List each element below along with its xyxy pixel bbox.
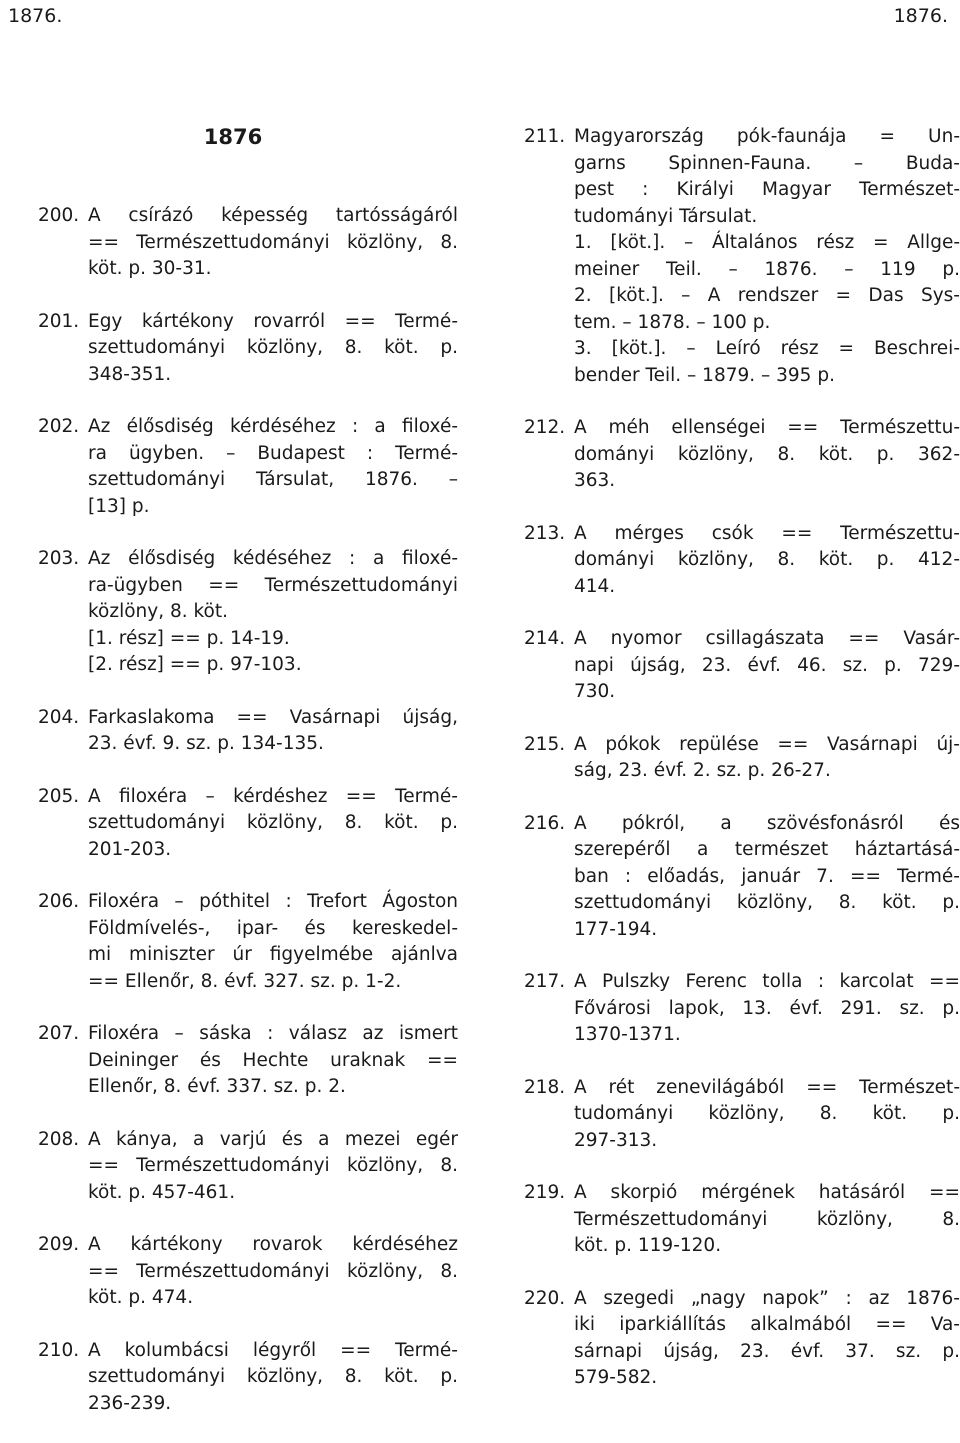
entry-line: A pókok repülése == Vasárnapi új- [574,733,960,755]
entry-line: szettudományi közlöny, 8. köt. p. [88,1366,458,1387]
right-column [524,124,960,1418]
bibliography-entry [38,705,458,758]
entry-number: 213. [524,522,566,544]
entry-text [88,784,458,864]
entry-number: 214. [524,628,566,649]
entry-number: 203. [38,548,80,569]
entry-line: dományi közlöny, 8. köt. p. 362- [574,443,960,465]
entry-line: Természettudományi közlöny, 8. [574,1208,960,1230]
entry-text [574,521,960,601]
entry-text [88,1232,458,1312]
entry-text [88,889,458,995]
entry-line: szettudományi közlöny, 8. köt. p. [88,812,458,833]
entry-number: 202. [38,416,80,437]
entry-line: köt. p. 30-31. [88,258,212,279]
entry-line: Deininger és Hechte uraknak == [88,1049,458,1071]
running-header-right: 1876. [893,5,948,27]
entry-line: 236-239. [88,1392,172,1414]
entry-text [88,546,458,679]
running-header-left: 1876. [8,5,63,27]
bibliography-entry [524,1180,960,1260]
entry-line: [1. rész] == p. 14-19. [88,627,290,649]
entry-text [574,969,960,1049]
entry-text [88,309,458,389]
entry-line: köt. p. 119-120. [574,1235,722,1256]
entry-line: A szegedi „nagy napok” : az 1876- [574,1287,960,1309]
bibliography-entry [524,1286,960,1392]
entry-number: 211. [524,126,566,147]
entry-line: A mérges csók == Természettu- [574,522,960,544]
entry-text [574,1180,960,1260]
entry-line: 1370-1371. [574,1024,681,1045]
entry-line: ra ügyben. – Budapest : Termé- [88,442,458,464]
entry-line: 23. évf. 9. sz. p. 134-135. [88,733,324,754]
entry-line: A rét zenevilágából == Természet- [574,1076,960,1098]
entry-line: Egy kártékony rovarról == Termé- [88,310,458,332]
entry-line: pest : Királyi Magyar Természet- [574,179,960,200]
entry-line: A Pulszky Ferenc tolla : karcolat == [574,971,960,992]
bibliography-entry [38,1232,458,1312]
entry-line: == Természettudományi közlöny, 8. [88,1260,458,1282]
entry-number: 212. [524,417,566,438]
entry-text [574,1286,960,1392]
entry-line: A kártékony rovarok kérdéséhez [88,1234,458,1255]
entry-number: 205. [38,785,80,807]
entry-line: 1. [köt.]. – Általános rész = Allge- [574,232,960,253]
entry-line: köt. p. 474. [88,1287,194,1308]
bibliography-entry [38,1021,458,1101]
entry-line: ra-ügyben == Természettudományi [88,574,458,596]
entry-line: A pókról, a szövésfonásról és [574,812,960,834]
entry-number: 210. [38,1339,80,1361]
entry-line: bender Teil. – 1879. – 395 p. [574,364,835,386]
entry-line: 2. [köt.]. – A rendszer = Das Sys- [574,285,960,306]
entry-line: 730. [574,681,616,702]
entry-line: szettudományi közlöny, 8. köt. p. [574,892,960,913]
entry-number: 218. [524,1076,566,1098]
entry-line: A kánya, a varjú és a mezei egér [88,1128,458,1150]
entry-number: 206. [38,891,80,912]
entry-line: dományi közlöny, 8. köt. p. 412- [574,549,960,570]
entry-line: A csírázó képesség tartósságáról [88,205,458,226]
section-year-heading: 1876 [203,125,263,149]
bibliography-entry [38,889,458,995]
entry-line: Földmívelés-, ipar- és kereskedel- [88,917,458,939]
entry-number: 201. [38,310,80,332]
bibliography-entry [524,969,960,1049]
entry-line: 297-313. [574,1129,658,1151]
entry-line: A filoxéra – kérdéshez == Termé- [88,785,458,807]
entry-line: napi újság, 23. évf. 46. sz. p. 729- [574,654,960,676]
entry-number: 217. [524,971,566,992]
entry-number: 204. [38,706,80,728]
entry-line: Az élősdiség kérdéséhez : a filoxé- [88,416,458,437]
bibliography-entry [524,811,960,944]
entry-line: meiner Teil. – 1876. – 119 p. [574,258,960,280]
entry-number: 208. [38,1128,80,1150]
entry-line: szettudományi Társulat, 1876. – [88,469,458,490]
entry-line: A kolumbácsi légyről == Termé- [88,1339,458,1361]
bibliography-entry [524,732,960,785]
entry-line: Magyarország pók-faunája = Un- [574,126,960,147]
bibliography-entry [524,1075,960,1155]
entry-text [574,811,960,944]
entry-line: Fővárosi lapok, 13. évf. 291. sz. p. [574,997,960,1019]
entry-line: ban : előadás, január 7. == Termé- [574,865,960,887]
entry-line: szettudományi közlöny, 8. köt. p. [88,337,458,358]
entry-number: 219. [524,1182,566,1203]
entry-line: 363. [574,470,616,491]
left-column [38,203,458,1443]
entry-line: [13] p. [88,495,150,517]
entry-line: Filoxéra – póthitel : Trefort Ágoston [88,891,458,912]
entry-line: Az élősdiség kédéséhez : a filoxé- [88,548,458,569]
entry-number: 220. [524,1287,566,1309]
bibliography-entry [38,203,458,283]
entry-line: köt. p. 457-461. [88,1181,236,1203]
entry-line: mi miniszter úr figyelmébe ajánlva [88,944,458,965]
entry-number: 215. [524,733,566,755]
entry-number: 200. [38,205,80,226]
entry-line: == Természettudományi közlöny, 8. [88,1155,458,1176]
entry-line: 201-203. [88,838,172,860]
entry-line: garns Spinnen-Fauna. – Buda- [574,152,960,174]
entry-text [88,1338,458,1418]
entry-number: 216. [524,812,566,834]
entry-line: A skorpió mérgének hatásáról == [574,1182,960,1203]
entry-text [88,1127,458,1207]
bibliography-entry [38,1127,458,1207]
entry-text [574,415,960,495]
entry-line: Filoxéra – sáska : válasz az ismert [88,1023,458,1044]
entry-number: 209. [38,1234,80,1255]
entry-text [88,203,458,283]
entry-line: ság, 23. évf. 2. sz. p. 26-27. [574,760,831,781]
entry-text [574,1075,960,1155]
entry-line: tem. – 1878. – 100 p. [574,311,771,333]
entry-line: közlöny, 8. köt. [88,601,229,622]
entry-line: == Ellenőr, 8. évf. 327. sz. p. 1-2. [88,970,402,992]
entry-text [574,626,960,706]
entry-line: tudományi közlöny, 8. köt. p. [574,1103,960,1124]
bibliography-entry [38,414,458,520]
entry-line: 579-582. [574,1367,658,1388]
bibliography-entry [524,626,960,706]
entry-text [574,124,960,389]
entry-text [574,732,960,785]
entry-line: A méh ellenségei == Természettu- [574,417,960,438]
bibliography-entry [524,415,960,495]
bibliography-entry [524,124,960,389]
entry-number: 207. [38,1023,80,1044]
bibliography-entry [38,309,458,389]
entry-text [88,1021,458,1101]
entry-line: 414. [574,575,616,597]
bibliography-entry [38,784,458,864]
entry-line: 3. [köt.]. – Leíró rész = Beschrei- [574,338,960,359]
entry-text [88,414,458,520]
entry-line: szerepéről a természet háztartásá- [574,839,960,860]
entry-line: Ellenőr, 8. évf. 337. sz. p. 2. [88,1076,346,1097]
entry-line: == Természettudományi közlöny, 8. [88,231,458,253]
entry-line: 348-351. [88,363,172,385]
bibliography-entry [38,546,458,679]
entry-line: 177-194. [574,918,658,940]
bibliography-entry [38,1338,458,1418]
entry-line: tudományi Társulat. [574,205,758,227]
entry-line: iki iparkiállítás alkalmából == Va- [574,1314,960,1335]
entry-line: sárnapi újság, 23. évf. 37. sz. p. [574,1340,960,1362]
entry-line: [2. rész] == p. 97-103. [88,654,302,675]
entry-text [88,705,458,758]
bibliography-entry [524,521,960,601]
entry-line: A nyomor csillagászata == Vasár- [574,628,960,649]
entry-line: Farkaslakoma == Vasárnapi újság, [88,706,458,728]
